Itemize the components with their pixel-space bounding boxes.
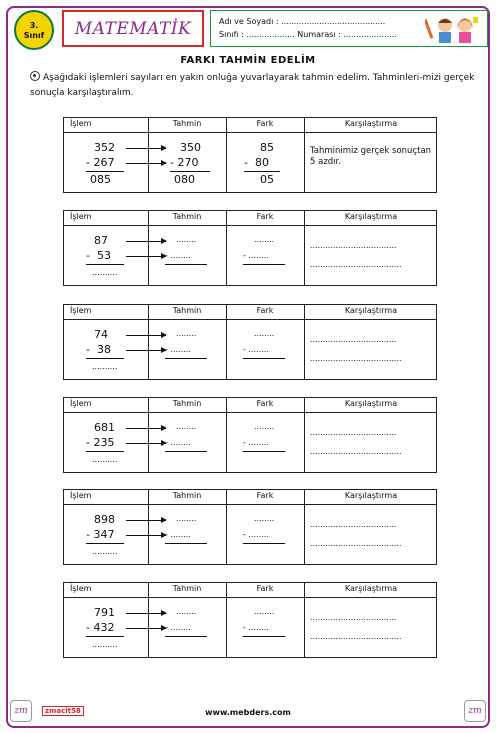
example-est-result: 080 (174, 173, 195, 186)
comparison-line-1[interactable]: .................................. (310, 241, 397, 250)
diff-top-blank[interactable]: ........ (254, 329, 275, 338)
comparison-line-2[interactable]: .................................... (310, 632, 402, 641)
problem-table (63, 582, 437, 658)
col-islem: İşlem (70, 306, 92, 315)
problem-top: 898 (94, 513, 115, 526)
problem-table (63, 489, 437, 565)
estimate-top-blank[interactable]: ........ (176, 514, 197, 523)
problem-bottom: - 347 (86, 528, 115, 541)
problem-bottom: - 53 (86, 249, 111, 262)
col-karsilastirma: Karşılaştırma (344, 306, 398, 315)
col-tahmin: Tahmin (172, 491, 202, 500)
estimate-top-blank[interactable]: ........ (176, 607, 197, 616)
worksheet-title: FARKI TAHMİN EDELİM (180, 55, 316, 66)
problem-bottom: - 235 (86, 436, 115, 449)
comparison-line-2[interactable]: .................................... (310, 539, 402, 548)
example-est-bottom: - 270 (170, 156, 199, 169)
example-result: 085 (90, 173, 111, 186)
grade-word: Sınıf (23, 31, 45, 40)
comparison-line-1[interactable]: .................................. (310, 335, 397, 344)
footer-site: www.mebders.com (205, 708, 291, 717)
problem-top: 791 (94, 606, 115, 619)
problem-result-blank[interactable]: .......... (92, 268, 118, 277)
col-islem: İşlem (70, 399, 92, 408)
col-karsilastirma: Karşılaştırma (344, 399, 398, 408)
class-number-line: Sınıfı : ................... Numarası : ..................... (219, 30, 397, 39)
example-comparison: Tahminimiz gerçek sonuçtan 5 azdır. (310, 146, 432, 167)
grade-number: 3. (29, 21, 39, 30)
estimate-top-blank[interactable]: ........ (176, 235, 197, 244)
arrow-icon (126, 148, 166, 149)
problem-table (63, 397, 437, 473)
problem-result-blank[interactable]: .......... (92, 362, 118, 371)
diff-bottom-blank[interactable]: - ........ (243, 623, 269, 632)
comparison-line-1[interactable]: .................................. (310, 613, 397, 622)
instruction-text: Aşağıdaki işlemleri sayıları en yakın onluğa yuvarlayarak tahmin edelim. Tahminleri-mizi gerçek sonuçla karşılaştıralım. (30, 73, 475, 98)
col-fark: Fark (256, 584, 274, 593)
diff-top-blank[interactable]: ........ (254, 514, 275, 523)
problem-result-blank[interactable]: .......... (92, 640, 118, 649)
problem-top: 87 (94, 234, 108, 247)
example-diff-bottom: - 80 (244, 156, 269, 169)
pointer-icon (30, 71, 40, 81)
col-fark: Fark (256, 306, 274, 315)
arrow-icon (126, 628, 166, 629)
instruction (30, 71, 484, 101)
example-est-top: 350 (180, 141, 201, 154)
example-diff-result: 05 (260, 173, 274, 186)
col-tahmin: Tahmin (172, 306, 202, 315)
problem-result-blank[interactable]: .......... (92, 455, 118, 464)
col-fark: Fark (256, 491, 274, 500)
col-islem: İşlem (70, 212, 92, 221)
comparison-line-2[interactable]: .................................... (310, 260, 402, 269)
grade-badge (14, 10, 54, 50)
diff-bottom-blank[interactable]: - ........ (243, 251, 269, 260)
problem-table (63, 304, 437, 380)
col-karsilastirma: Karşılaştırma (344, 119, 398, 128)
problem-bottom: - 432 (86, 621, 115, 634)
estimate-bottom-blank[interactable]: - ........ (165, 438, 191, 447)
col-tahmin: Tahmin (172, 399, 202, 408)
arrow-icon (126, 535, 166, 536)
diff-top-blank[interactable]: ........ (254, 607, 275, 616)
estimate-bottom-blank[interactable]: - ........ (165, 623, 191, 632)
col-fark: Fark (256, 212, 274, 221)
col-karsilastirma: Karşılaştırma (344, 212, 398, 221)
arrow-icon (126, 335, 166, 336)
col-tahmin: Tahmin (172, 584, 202, 593)
arrow-icon (126, 428, 166, 429)
name-line: Adı ve Soyadı : ......................................... (219, 17, 386, 26)
problem-top: 681 (94, 421, 115, 434)
comparison-line-2[interactable]: .................................... (310, 354, 402, 363)
diff-top-blank[interactable]: ........ (254, 235, 275, 244)
comparison-line-2[interactable]: .................................... (310, 447, 402, 456)
arrow-icon (126, 256, 166, 257)
estimate-bottom-blank[interactable]: - ........ (165, 345, 191, 354)
footer-logo-left: zm (10, 700, 32, 722)
example-bottom: - 267 (86, 156, 115, 169)
subject-title: MATEMATİK (74, 18, 192, 39)
comparison-line-1[interactable]: .................................. (310, 428, 397, 437)
problem-bottom: - 38 (86, 343, 111, 356)
problem-table (63, 210, 437, 286)
arrow-icon (126, 520, 166, 521)
estimate-bottom-blank[interactable]: - ........ (165, 530, 191, 539)
comparison-line-1[interactable]: .................................. (310, 520, 397, 529)
col-islem: İşlem (70, 119, 92, 128)
children-illustration-icon (425, 13, 481, 45)
diff-bottom-blank[interactable]: - ........ (243, 530, 269, 539)
col-islem: İşlem (70, 491, 92, 500)
col-karsilastirma: Karşılaştırma (344, 491, 398, 500)
estimate-bottom-blank[interactable]: - ........ (165, 251, 191, 260)
col-tahmin: Tahmin (172, 119, 202, 128)
diff-bottom-blank[interactable]: - ........ (243, 345, 269, 354)
arrow-icon (126, 443, 166, 444)
arrow-icon (126, 613, 166, 614)
estimate-top-blank[interactable]: ........ (176, 422, 197, 431)
diff-top-blank[interactable]: ........ (254, 422, 275, 431)
col-tahmin: Tahmin (172, 212, 202, 221)
subject-box (62, 10, 204, 47)
arrow-icon (126, 350, 166, 351)
footer-logo-right: zm (464, 700, 486, 722)
problem-result-blank[interactable]: .......... (92, 547, 118, 556)
example-top: 352 (94, 141, 115, 154)
arrow-icon (126, 241, 166, 242)
estimate-top-blank[interactable]: ........ (176, 329, 197, 338)
arrow-icon (126, 163, 166, 164)
example-table (63, 117, 437, 193)
problem-top: 74 (94, 328, 108, 341)
footer-tag: zmacit58 (42, 706, 84, 716)
diff-bottom-blank[interactable]: - ........ (243, 438, 269, 447)
col-fark: Fark (256, 399, 274, 408)
example-diff-top: 85 (260, 141, 274, 154)
student-info-box (210, 10, 488, 47)
col-fark: Fark (256, 119, 274, 128)
col-islem: İşlem (70, 584, 92, 593)
col-karsilastirma: Karşılaştırma (344, 584, 398, 593)
